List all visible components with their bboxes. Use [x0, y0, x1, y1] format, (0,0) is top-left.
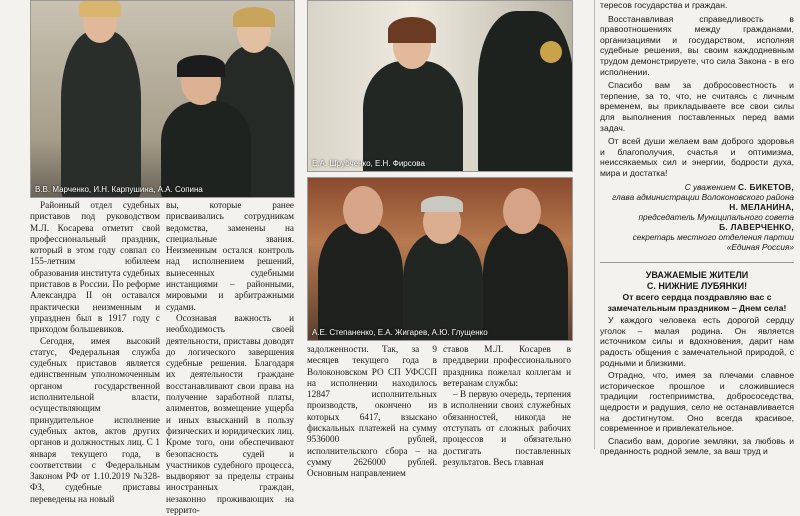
- article-column-1: [30, 200, 160, 505]
- greeting-text: Восстанавливая справедливость в правоотношениях между гражданами, организациями и государством, исполняя судебные решения, вы своим каждодневным трудом демонстрируете, что сила Закона - в его исполнении.: [600, 13, 794, 77]
- village-title: УВАЖАЕМЫЕ ЖИТЕЛИ С. НИЖНИЕ ЛУБЯНКИ!: [645, 270, 749, 291]
- village-text: Отрадно, что, имея за плечами славное историческое прошлое и сложившиеся традиции гостеприимства, добрососедства, щедрости и радушия, село не останавливается на достигнутом. Оно всегда красивое, современное и привлекательное.: [600, 370, 794, 434]
- article-paragraph: Осознавая важность и необходимость своей деятельности, приставы доводят до логического завершения судебные решения. Благодаря их деятельности граждане восстанавливают свои права на получение заработной платы, алиментов, возмещение ущерба и иных взысканий в пользу физических и юридических лиц. Кроме того, они обеспечивают безопасность судей и участников судебного процесса, выдворяют за пределы страны иностранных граждан, незаконно проживающих на террито-: [166, 312, 294, 516]
- photo-staff-three-women: [30, 0, 295, 198]
- village-text: У каждого человека есть дорогой сердцу уголок – малая родина. Он является источником силы и вдохновения, дарит нам радость общения с замечательной природой, с родными и близкими.: [600, 315, 794, 368]
- photo-staff-three-men: [307, 177, 573, 341]
- article-paragraph: ставов М.Л. Косарев в преддверии профессионального праздника пожелал коллегам и ветеранам службы:: [443, 344, 571, 388]
- article-column-4: [443, 344, 571, 468]
- greeting-text: От всей души желаем вам доброго здоровья и благополучия, счастья и оптимизма, неиссякаемых сил и энергии, бодрости духа, мира и достатка!: [600, 136, 794, 178]
- article-column-2: [166, 200, 294, 516]
- section-divider: [600, 262, 794, 263]
- photo-staff-two-women: [307, 0, 573, 172]
- village-lead: От всего сердца поздравляю вас с замечательным праздником – Днем села!: [607, 292, 787, 313]
- column-divider: [594, 0, 595, 449]
- village-greeting: [600, 270, 794, 459]
- signature: С уважением С. БИКЕТОВ, глава администрации Волоконовского района: [612, 181, 794, 202]
- photo-caption: А.Е. Степаненко, Е.А. Жигарев, А.Ю. Глущенко: [312, 328, 488, 337]
- photo-caption: Е.А. Шрубченко, Е.Н. Фирсова: [312, 159, 425, 168]
- greeting-block: [600, 0, 794, 252]
- article-paragraph: задолженности. Так, за 9 месяцев текущего года в Волоконовском РО СП УФССП на исполнении находилось 12847 исполнительных производств, окончено из которых 6417, взыскано фискальных платежей на сумму 9536000 рублей, исполнительского сбора – на сумму 2626000 рублей. Основным направлением: [307, 344, 437, 479]
- article-paragraph: вы, которые ранее присваивались сотрудникам ведомства, заменены на специальные звания. Неизменным остался контроль над исполнением решений, вынесенных судебными инстанциями – районными, мировыми и арбитражными судами.: [166, 200, 294, 312]
- greeting-text: тересов государства и граждан.: [600, 0, 728, 10]
- photo-caption: В.В. Марченко, И.Н. Карпушина, А.А. Сопина: [35, 185, 203, 194]
- village-text: Спасибо вам, дорогие земляки, за любовь и преданность родной земле, за ваш труд и: [600, 435, 794, 457]
- article-column-3: [307, 344, 437, 480]
- signature: Б. ЛАВЕРЧЕНКО, секретарь местного отделения партии «Единая Россия»: [632, 221, 794, 252]
- article-paragraph: Районный отдел судебных приставов под руководством М.Л. Косарева отметит свой профессиональный праздник, который в этом году совпал со 155-летним юбилеем образования института судебных приставов в России. По реформе Александра II он оставался практически неизменным и упразднен был в 1917 году с приходом большевиков.: [30, 200, 160, 335]
- article-paragraph: Сегодня, имея высокий статус, Федеральная служба судебных приставов является единственным уполномоченным органом государственной исполнительной власти, осуществляющим принудительное исполнение судебных актов, актов других органов и должностных лиц. С 1 января текущего года, в соответствии с Федеральным Законом РФ от 1.10.2019 №328-ФЗ, судебные приставы переведены на новый: [30, 335, 160, 504]
- greeting-text: Спасибо вам за добросовестность и терпение, за то, что, не считаясь с личным временем, вы прикладываете все свои силы для выполнения поставленных перед вами задач.: [600, 80, 794, 133]
- signature: Н. МЕЛАНИНА, председатель Муниципального совета: [638, 201, 794, 222]
- article-paragraph: – В первую очередь, терпения в исполнении своих служебных обязанностей, никогда не отступать от сложных рабочих процессов и обязательно достигать поставленных результатов. Весь главная: [443, 389, 571, 467]
